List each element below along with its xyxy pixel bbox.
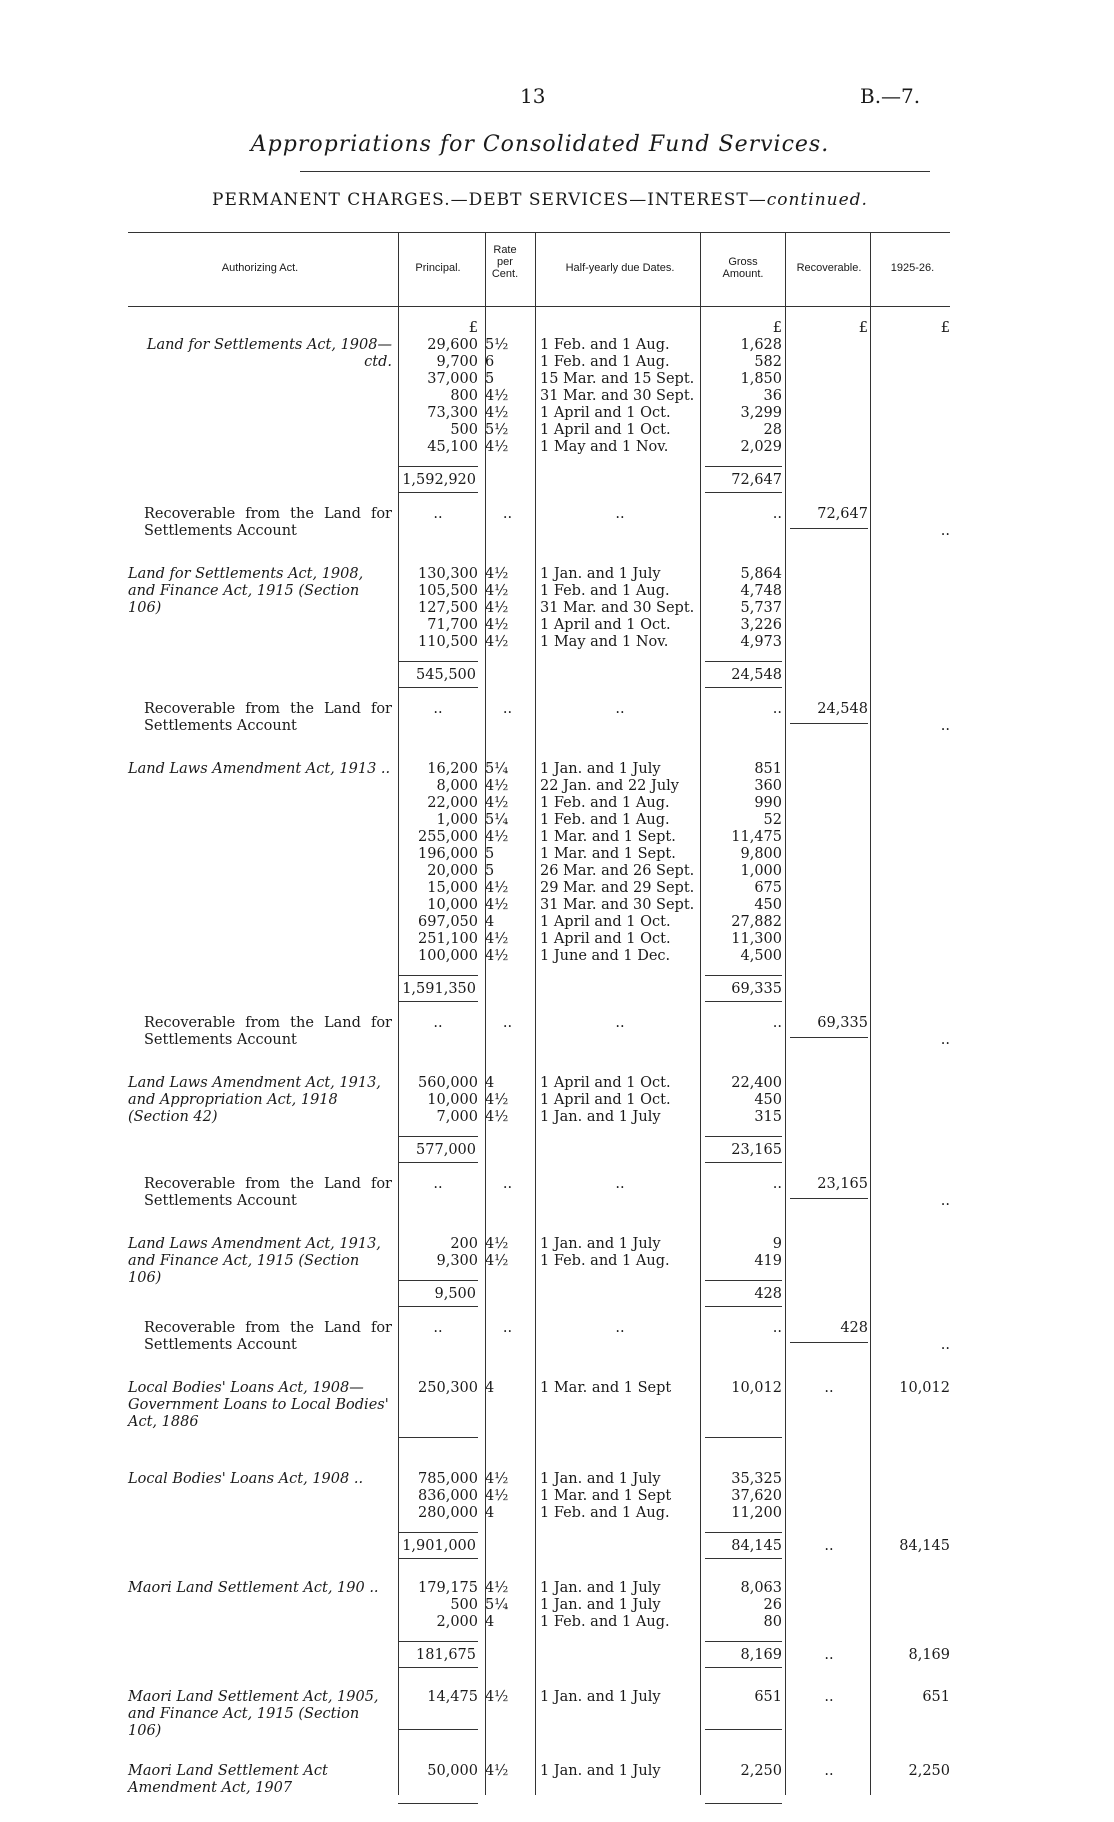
rate-value: 4½ <box>485 829 509 845</box>
principal-value: 20,000 <box>427 863 478 879</box>
subtotal-rule <box>705 1729 782 1730</box>
gross-value: 22,400 <box>731 1075 782 1091</box>
rate-dots: .. <box>502 1320 513 1336</box>
due-dates: 26 Mar. and 26 Sept. <box>540 863 695 879</box>
recoverable-value: 428 <box>840 1320 868 1336</box>
authorizing-act: Local Bodies' Loans Act, 1908—Government Loans to Local Bodies' Act, 1886 <box>128 1380 389 1430</box>
principal-total: 181,675 <box>416 1647 476 1663</box>
recoverable-rule <box>790 528 868 529</box>
column-header-dates: Half-yearly due Dates. <box>565 262 675 274</box>
principal-value: 196,000 <box>418 846 478 862</box>
column-rule <box>870 232 871 1795</box>
subtotal-rule <box>705 1136 782 1137</box>
subtitle-main: PERMANENT CHARGES.—DEBT SERVICES—INTEREST— <box>212 190 767 210</box>
gross-total: 428 <box>754 1286 782 1302</box>
rate-value: 4½ <box>485 634 509 650</box>
subtotal-rule <box>398 661 478 662</box>
recoverable-label: Recoverable from the Land for Settlements Account <box>144 506 392 539</box>
rate-value: 4½ <box>485 1580 509 1596</box>
gross-dots: .. <box>772 701 782 717</box>
gross-value: 360 <box>754 778 782 794</box>
due-dates: 1 April and 1 Oct. <box>540 422 671 438</box>
header-bottom-rule <box>128 306 950 307</box>
principal-total: 1,591,350 <box>402 981 476 997</box>
due-dates: 1 Jan. and 1 July <box>540 1471 661 1487</box>
rate-value: 4½ <box>485 566 509 582</box>
rate-value: 4½ <box>485 795 509 811</box>
total-rule <box>398 1558 478 1559</box>
due-dates: 1 Jan. and 1 July <box>540 761 661 777</box>
gross-value: 9 <box>772 1236 782 1252</box>
rate-value: 4½ <box>485 1253 509 1269</box>
gross-value: 11,475 <box>731 829 782 845</box>
recoverable-rule <box>790 1198 868 1199</box>
recoverable-dots: .. <box>824 1763 834 1779</box>
recoverable-value: 23,165 <box>817 1176 868 1192</box>
principal-value: 127,500 <box>418 600 478 616</box>
due-dates: 1 June and 1 Dec. <box>540 948 671 964</box>
principal-value: 110,500 <box>418 634 478 650</box>
principal-value: 785,000 <box>418 1471 478 1487</box>
column-header-rate: Rate per Cent. <box>491 244 519 280</box>
header-top-rule <box>128 232 950 233</box>
year-unit: £ <box>940 320 950 336</box>
due-dates: 1 April and 1 Oct. <box>540 1092 671 1108</box>
recoverable-label: Recoverable from the Land for Settlements Account <box>144 1176 392 1209</box>
due-dates: 1 April and 1 Oct. <box>540 617 671 633</box>
principal-value: 10,000 <box>427 1092 478 1108</box>
principal-value: 560,000 <box>418 1075 478 1091</box>
gross-value: 52 <box>763 812 782 828</box>
principal-value: 15,000 <box>427 880 478 896</box>
due-dates: 1 May and 1 Nov. <box>540 634 669 650</box>
principal-value: 16,200 <box>427 761 478 777</box>
rate-value: 4½ <box>485 405 509 421</box>
recoverable-rule <box>790 1037 868 1038</box>
gross-value: 36 <box>763 388 782 404</box>
due-dates: 1 Mar. and 1 Sept <box>540 1488 672 1504</box>
gross-value: 651 <box>754 1689 782 1705</box>
total-rule <box>705 1001 782 1002</box>
gross-value: 8,063 <box>740 1580 782 1596</box>
principal-value: 251,100 <box>418 931 478 947</box>
principal-value: 130,300 <box>418 566 478 582</box>
due-dates: 1 Feb. and 1 Aug. <box>540 812 670 828</box>
gross-value: 80 <box>763 1614 782 1630</box>
principal-value: 29,600 <box>427 337 478 353</box>
due-dates: 1 Jan. and 1 July <box>540 1109 661 1125</box>
rate-dots: .. <box>502 506 513 522</box>
due-dates: 1 Feb. and 1 Aug. <box>540 354 670 370</box>
rate-value: 5¼ <box>485 761 509 777</box>
gross-value: 4,500 <box>740 948 782 964</box>
dates-dots: .. <box>615 1176 625 1192</box>
principal-value: 255,000 <box>418 829 478 845</box>
column-header-recoverable: Recoverable. <box>796 262 862 274</box>
principal-total: 1,592,920 <box>402 472 476 488</box>
principal-value: 8,000 <box>436 778 478 794</box>
authorizing-act: Maori Land Settlement Act Amendment Act, 1907 <box>128 1763 328 1796</box>
rate-value: 4½ <box>485 600 509 616</box>
principal-value: 37,000 <box>427 371 478 387</box>
authorizing-act: Land for Settlements Act, 1908—ctd. <box>146 337 392 370</box>
dates-dots: .. <box>615 1015 625 1031</box>
section-subtitle <box>0 190 1080 210</box>
gross-value: 1,628 <box>740 337 782 353</box>
column-header-year: 1925-26. <box>890 262 935 274</box>
due-dates: 1 Feb. and 1 Aug. <box>540 337 670 353</box>
due-dates: 1 Jan. and 1 July <box>540 1580 661 1596</box>
principal-value: 697,050 <box>418 914 478 930</box>
rate-value: 4½ <box>485 880 509 896</box>
principal-total: 9,500 <box>434 1286 476 1302</box>
dates-dots: .. <box>615 701 625 717</box>
recoverable-value: 69,335 <box>817 1015 868 1031</box>
total-rule <box>398 1001 478 1002</box>
gross-value: 26 <box>763 1597 782 1613</box>
recoverable-dots: .. <box>824 1380 834 1396</box>
total-rule <box>398 1306 478 1307</box>
subtotal-rule <box>705 1641 782 1642</box>
principal-total: 1,901,000 <box>402 1538 476 1554</box>
due-dates: 1 April and 1 Oct. <box>540 1075 671 1091</box>
recoverable-dots: .. <box>824 1538 834 1554</box>
principal-value: 100,000 <box>418 948 478 964</box>
gross-total: 72,647 <box>731 472 782 488</box>
gross-value: 2,029 <box>740 439 782 455</box>
due-dates: 29 Mar. and 29 Sept. <box>540 880 695 896</box>
total-rule <box>705 1667 782 1668</box>
authorizing-act: Local Bodies' Loans Act, 1908 .. <box>128 1471 364 1487</box>
subtotal-rule <box>705 661 782 662</box>
principal-total: 577,000 <box>416 1142 476 1158</box>
gross-value: 5,737 <box>740 600 782 616</box>
rate-value: 4½ <box>485 439 509 455</box>
rate-value: 4 <box>485 1075 495 1091</box>
gross-value: 1,000 <box>740 863 782 879</box>
subtotal-rule <box>398 1641 478 1642</box>
rate-value: 4 <box>485 1380 495 1396</box>
principal-value: 280,000 <box>418 1505 478 1521</box>
total-rule <box>705 1558 782 1559</box>
column-header-principal: Principal. <box>415 262 461 274</box>
principal-value: 9,300 <box>436 1253 478 1269</box>
rate-value: 4½ <box>485 388 509 404</box>
rate-value: 5¼ <box>485 812 509 828</box>
document-reference: B.—7. <box>860 84 921 108</box>
principal-total: 545,500 <box>416 667 476 683</box>
principal-value: 179,175 <box>418 1580 478 1596</box>
due-dates: 1 April and 1 Oct. <box>540 405 671 421</box>
principal-value: 800 <box>450 388 478 404</box>
rate-value: 5½ <box>485 337 509 353</box>
principal-value: 2,000 <box>436 1614 478 1630</box>
principal-value: 14,475 <box>427 1689 478 1705</box>
recoverable-dots: .. <box>824 1647 834 1663</box>
due-dates: 1 Mar. and 1 Sept. <box>540 829 676 845</box>
due-dates: 1 Feb. and 1 Aug. <box>540 795 670 811</box>
principal-value: 10,000 <box>427 897 478 913</box>
due-dates: 31 Mar. and 30 Sept. <box>540 388 695 404</box>
subtotal-rule <box>398 1532 478 1533</box>
principal-value: 1,000 <box>436 812 478 828</box>
rate-value: 4½ <box>485 1109 509 1125</box>
recoverable-unit: £ <box>858 320 868 336</box>
total-rule <box>398 1667 478 1668</box>
principal-value: 22,000 <box>427 795 478 811</box>
principal-value: 200 <box>450 1236 478 1252</box>
dates-dots: .. <box>615 506 625 522</box>
due-dates: 1 Jan. and 1 July <box>540 1597 661 1613</box>
gross-total: 84,145 <box>731 1538 782 1554</box>
column-header-gross: Gross Amount. <box>722 256 764 280</box>
column-rule <box>535 232 536 1795</box>
gross-value: 450 <box>754 897 782 913</box>
year-dots: .. <box>940 718 950 734</box>
principal-value: 9,700 <box>436 354 478 370</box>
total-rule <box>705 492 782 493</box>
subtotal-rule <box>398 1803 478 1804</box>
due-dates: 31 Mar. and 30 Sept. <box>540 600 695 616</box>
column-rule <box>700 232 701 1795</box>
column-header-act: Authorizing Act. <box>221 262 299 274</box>
recoverable-value: 72,647 <box>817 506 868 522</box>
rate-value: 4 <box>485 914 495 930</box>
recoverable-value: 24,548 <box>817 701 868 717</box>
principal-value: 45,100 <box>427 439 478 455</box>
subtotal-rule <box>398 466 478 467</box>
due-dates: 1 Jan. and 1 July <box>540 1763 661 1779</box>
gross-value: 28 <box>763 422 782 438</box>
gross-value: 851 <box>754 761 782 777</box>
year-dots: .. <box>940 1337 950 1353</box>
gross-value: 35,325 <box>731 1471 782 1487</box>
rate-dots: .. <box>502 701 513 717</box>
subtitle-suffix: continued. <box>766 190 868 210</box>
principal-dots: .. <box>433 1015 443 1031</box>
rate-value: 4 <box>485 1614 495 1630</box>
rate-value: 4½ <box>485 1092 509 1108</box>
total-rule <box>705 1162 782 1163</box>
principal-dots: .. <box>433 701 443 717</box>
gross-value: 5,864 <box>740 566 782 582</box>
gross-total: 69,335 <box>731 981 782 997</box>
principal-value: 500 <box>450 422 478 438</box>
rate-value: 4½ <box>485 948 509 964</box>
dates-dots: .. <box>615 1320 625 1336</box>
gross-value: 582 <box>754 354 782 370</box>
authorizing-act: Land Laws Amendment Act, 1913, and Finance Act, 1915 (Section 106) <box>128 1236 381 1286</box>
recoverable-label: Recoverable from the Land for Settlements Account <box>144 701 392 734</box>
rate-value: 4½ <box>485 583 509 599</box>
gross-value: 990 <box>754 795 782 811</box>
title-rule <box>300 171 930 172</box>
subtotal-rule <box>398 1280 478 1281</box>
rate-value: 4½ <box>485 1471 509 1487</box>
gross-dots: .. <box>772 506 782 522</box>
authorizing-act: Land Laws Amendment Act, 1913, and Appropriation Act, 1918 (Section 42) <box>128 1075 381 1125</box>
column-rule <box>785 232 786 1795</box>
gross-value: 11,300 <box>731 931 782 947</box>
subtotal-rule <box>705 1803 782 1804</box>
rate-value: 4½ <box>485 617 509 633</box>
gross-dots: .. <box>772 1320 782 1336</box>
principal-value: 836,000 <box>418 1488 478 1504</box>
due-dates: 1 Feb. and 1 Aug. <box>540 1505 670 1521</box>
due-dates: 1 Feb. and 1 Aug. <box>540 1614 670 1630</box>
rate-dots: .. <box>502 1176 513 1192</box>
due-dates: 1 May and 1 Nov. <box>540 439 669 455</box>
due-dates: 1 Feb. and 1 Aug. <box>540 1253 670 1269</box>
subtotal-rule <box>705 1437 782 1438</box>
rate-value: 4½ <box>485 897 509 913</box>
subtotal-rule <box>398 1437 478 1438</box>
authorizing-act: Land for Settlements Act, 1908, and Finance Act, 1915 (Section 106) <box>128 566 364 616</box>
gross-value: 3,226 <box>740 617 782 633</box>
gross-value: 9,800 <box>740 846 782 862</box>
rate-value: 4 <box>485 1505 495 1521</box>
gross-value: 3,299 <box>740 405 782 421</box>
due-dates: 31 Mar. and 30 Sept. <box>540 897 695 913</box>
gross-value: 11,200 <box>731 1505 782 1521</box>
principal-value: 250,300 <box>418 1380 478 1396</box>
year-value: 10,012 <box>899 1380 950 1396</box>
year-value: 84,145 <box>899 1538 950 1554</box>
authorizing-act: Maori Land Settlement Act, 1905, and Finance Act, 1915 (Section 106) <box>128 1689 379 1739</box>
recoverable-label: Recoverable from the Land for Settlements Account <box>144 1015 392 1048</box>
rate-value: 4½ <box>485 778 509 794</box>
gross-total: 8,169 <box>740 1647 782 1663</box>
year-value: 2,250 <box>908 1763 950 1779</box>
due-dates: 22 Jan. and 22 July <box>540 778 679 794</box>
gross-value: 2,250 <box>740 1763 782 1779</box>
gross-unit: £ <box>772 320 782 336</box>
year-value: 8,169 <box>908 1647 950 1663</box>
principal-value: 71,700 <box>427 617 478 633</box>
year-dots: .. <box>940 1032 950 1048</box>
gross-value: 1,850 <box>740 371 782 387</box>
due-dates: 1 Jan. and 1 July <box>540 1689 661 1705</box>
gross-value: 315 <box>754 1109 782 1125</box>
year-dots: .. <box>940 523 950 539</box>
gross-value: 10,012 <box>731 1380 782 1396</box>
rate-value: 4½ <box>485 1689 509 1705</box>
principal-dots: .. <box>433 1320 443 1336</box>
recoverable-rule <box>790 723 868 724</box>
rate-value: 5¼ <box>485 1597 509 1613</box>
due-dates: 1 Feb. and 1 Aug. <box>540 583 670 599</box>
principal-value: 105,500 <box>418 583 478 599</box>
total-rule <box>398 687 478 688</box>
due-dates: 1 Jan. and 1 July <box>540 1236 661 1252</box>
subtotal-rule <box>398 1729 478 1730</box>
rate-value: 5 <box>485 371 495 387</box>
rate-value: 5½ <box>485 422 509 438</box>
principal-dots: .. <box>433 1176 443 1192</box>
subtotal-rule <box>705 975 782 976</box>
gross-value: 675 <box>754 880 782 896</box>
page-title: Appropriations for Consolidated Fund Services. <box>250 132 830 157</box>
authorizing-act: Land Laws Amendment Act, 1913 .. <box>128 761 391 777</box>
subtotal-rule <box>705 1532 782 1533</box>
gross-value: 4,973 <box>740 634 782 650</box>
gross-total: 24,548 <box>731 667 782 683</box>
rate-value: 4½ <box>485 1763 509 1779</box>
subtotal-rule <box>398 975 478 976</box>
principal-unit: £ <box>468 320 478 336</box>
subtotal-rule <box>398 1136 478 1137</box>
total-rule <box>398 492 478 493</box>
recoverable-dots: .. <box>824 1689 834 1705</box>
due-dates: 1 April and 1 Oct. <box>540 931 671 947</box>
principal-value: 7,000 <box>436 1109 478 1125</box>
subtotal-rule <box>705 466 782 467</box>
gross-value: 37,620 <box>731 1488 782 1504</box>
total-rule <box>705 687 782 688</box>
subtotal-rule <box>705 1280 782 1281</box>
rate-value: 5 <box>485 846 495 862</box>
year-dots: .. <box>940 1193 950 1209</box>
rate-value: 4½ <box>485 1488 509 1504</box>
rate-dots: .. <box>502 1015 513 1031</box>
column-rule <box>485 232 486 1795</box>
column-rule <box>398 232 399 1795</box>
rate-value: 5 <box>485 863 495 879</box>
gross-dots: .. <box>772 1015 782 1031</box>
year-value: 651 <box>922 1689 950 1705</box>
rate-value: 4½ <box>485 1236 509 1252</box>
principal-value: 50,000 <box>427 1763 478 1779</box>
due-dates: 1 April and 1 Oct. <box>540 914 671 930</box>
gross-value: 450 <box>754 1092 782 1108</box>
due-dates: 1 Mar. and 1 Sept. <box>540 846 676 862</box>
due-dates: 1 Jan. and 1 July <box>540 566 661 582</box>
gross-value: 419 <box>754 1253 782 1269</box>
principal-value: 500 <box>450 1597 478 1613</box>
rate-value: 4½ <box>485 931 509 947</box>
total-rule <box>705 1306 782 1307</box>
gross-value: 27,882 <box>731 914 782 930</box>
due-dates: 15 Mar. and 15 Sept. <box>540 371 695 387</box>
gross-total: 23,165 <box>731 1142 782 1158</box>
gross-value: 4,748 <box>740 583 782 599</box>
due-dates: 1 Mar. and 1 Sept <box>540 1380 672 1396</box>
total-rule <box>398 1162 478 1163</box>
recoverable-rule <box>790 1342 868 1343</box>
principal-dots: .. <box>433 506 443 522</box>
rate-value: 6 <box>485 354 495 370</box>
page-number: 13 <box>520 84 546 108</box>
authorizing-act: Maori Land Settlement Act, 190 .. <box>128 1580 379 1596</box>
recoverable-label: Recoverable from the Land for Settlements Account <box>144 1320 392 1353</box>
principal-value: 73,300 <box>427 405 478 421</box>
gross-dots: .. <box>772 1176 782 1192</box>
